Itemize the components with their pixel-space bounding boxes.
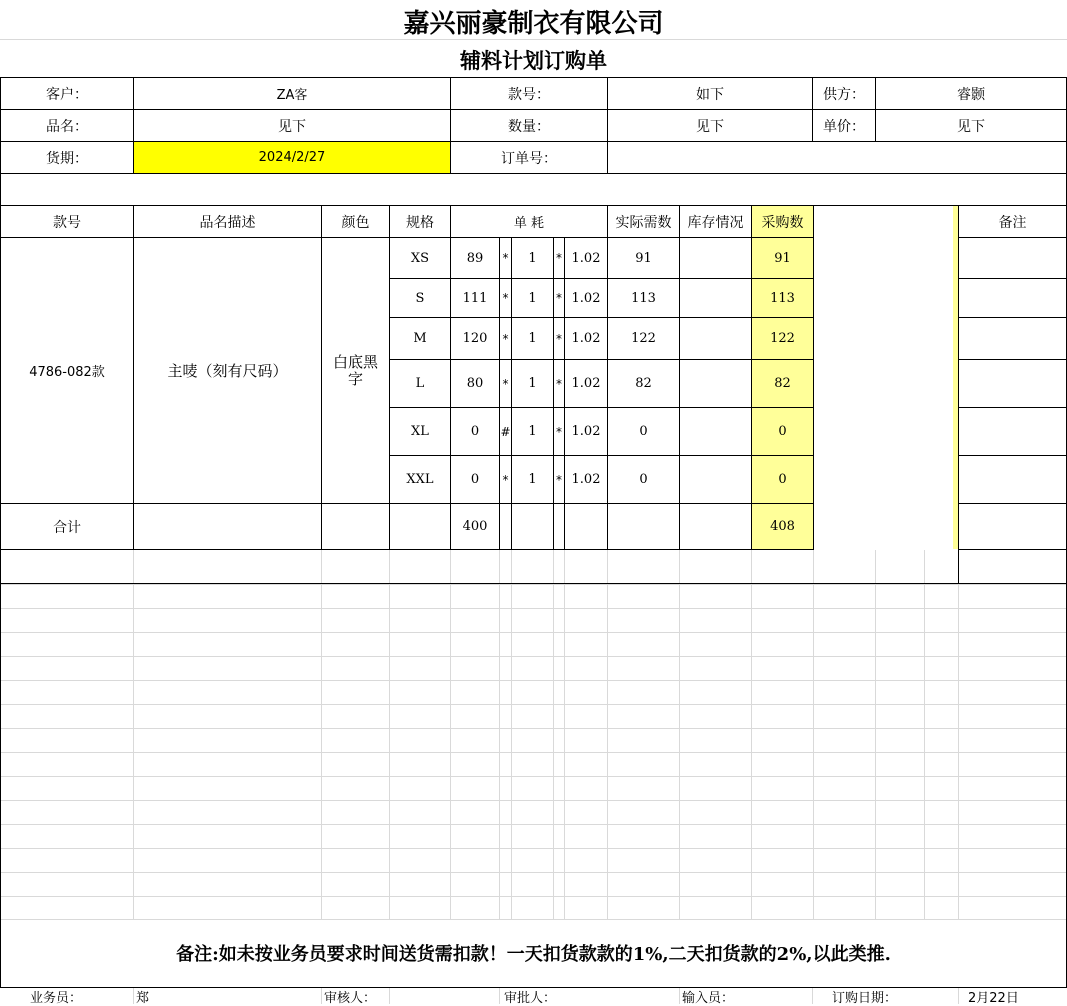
factor-cell[interactable]: 1 — [528, 331, 537, 346]
need-cell[interactable]: 113 — [631, 290, 656, 306]
col-header-remark: 备注 — [998, 214, 1027, 231]
purchase-cell[interactable]: 0 — [778, 424, 787, 439]
size-cell[interactable]: M — [413, 331, 427, 346]
total-purchase[interactable]: 408 — [770, 519, 795, 534]
style-no-label: 款号： — [508, 86, 550, 103]
size-cell[interactable]: XXL — [406, 472, 434, 487]
factor-cell[interactable]: 1 — [528, 290, 537, 306]
purchase-cell[interactable]: 82 — [774, 376, 791, 391]
rate-cell[interactable]: 1.02 — [571, 376, 601, 391]
customer-value[interactable]: ZA客 — [276, 88, 308, 103]
quantity-value[interactable]: 见下 — [696, 118, 724, 135]
rate-cell[interactable]: 1.02 — [571, 424, 601, 439]
operator-cell: * — [502, 291, 509, 305]
rate-cell[interactable]: 1.02 — [571, 331, 601, 346]
need-cell[interactable]: 91 — [635, 250, 652, 266]
operator-cell: * — [502, 251, 509, 265]
customer-label: 客户： — [46, 86, 88, 103]
operator-cell: # — [500, 424, 511, 439]
col-header-description: 品名描述 — [199, 214, 256, 231]
unit-price-label: 单价： — [823, 118, 865, 135]
qty-cell[interactable]: 89 — [466, 250, 484, 266]
need-cell[interactable]: 122 — [631, 331, 656, 346]
qty-cell[interactable]: 0 — [470, 424, 480, 439]
col-header-style-no: 款号 — [53, 214, 81, 231]
supplier-label: 供方： — [823, 86, 865, 103]
qty-cell[interactable]: 120 — [462, 331, 488, 346]
col-header-stock: 库存情况 — [687, 214, 744, 231]
purchase-cell[interactable]: 122 — [770, 331, 795, 346]
company-title: 嘉兴丽豪制衣有限公司 — [403, 8, 664, 39]
size-cell[interactable]: L — [415, 376, 425, 391]
supplier-value[interactable]: 睿颢 — [957, 86, 985, 103]
operator-cell: * — [502, 472, 509, 487]
total-qty[interactable]: 400 — [462, 519, 488, 534]
total-label: 合计 — [53, 519, 81, 536]
delivery-date-value[interactable]: 2024/2/27 — [258, 150, 326, 165]
salesperson-label: 业务员： — [30, 990, 83, 1006]
reviewer-label: 审核人： — [324, 990, 377, 1006]
description-cell[interactable]: 主唛（刻有尺码） — [167, 362, 288, 380]
factor-cell[interactable]: 1 — [528, 424, 537, 439]
size-cell[interactable]: XL — [411, 424, 429, 439]
factor-cell[interactable]: 1 — [528, 472, 537, 487]
quantity-label: 数量： — [508, 118, 550, 135]
entry-clerk-label: 输入员： — [682, 990, 735, 1006]
qty-cell[interactable]: 111 — [462, 290, 488, 306]
need-cell[interactable]: 0 — [639, 424, 648, 439]
col-header-purchase-qty: 采购数 — [761, 214, 804, 231]
purchase-cell[interactable]: 113 — [770, 290, 795, 306]
operator-cell: * — [502, 331, 509, 346]
factor-cell[interactable]: 1 — [528, 250, 537, 266]
salesperson-value[interactable]: 郑 — [136, 990, 150, 1006]
col-header-color: 颜色 — [341, 214, 370, 231]
operator-cell: * — [556, 331, 562, 346]
delivery-label: 货期： — [46, 150, 88, 167]
rate-cell[interactable]: 1.02 — [571, 290, 601, 306]
qty-cell[interactable]: 80 — [466, 376, 484, 391]
purchase-cell[interactable]: 0 — [778, 472, 787, 487]
col-header-actual-need: 实际需数 — [615, 214, 672, 231]
order-no-value[interactable] — [608, 142, 1066, 173]
operator-cell: * — [556, 376, 562, 391]
size-cell[interactable]: XS — [410, 250, 430, 266]
col-header-size: 规格 — [406, 214, 434, 231]
order-no-label: 订单号： — [501, 150, 557, 167]
order-date-label: 订购日期： — [832, 990, 898, 1006]
col-header-unit-consumption: 单 耗 — [513, 216, 545, 231]
operator-cell: * — [556, 472, 562, 487]
form-title: 辅料计划订购单 — [460, 48, 607, 73]
need-cell[interactable]: 82 — [635, 376, 652, 391]
unit-price-value[interactable]: 见下 — [957, 118, 985, 135]
need-cell[interactable]: 0 — [639, 472, 648, 487]
factor-cell[interactable]: 1 — [528, 376, 537, 391]
rate-cell[interactable]: 1.02 — [571, 472, 601, 487]
approver-label: 审批人： — [504, 990, 557, 1006]
late-delivery-note: 备注:如未按业务员要求时间送货需扣款！一天扣货款款的1%,二天扣货款的2%,以此类推. — [176, 944, 891, 965]
color-cell[interactable] — [322, 238, 389, 503]
rate-cell[interactable]: 1.02 — [571, 250, 601, 266]
style-no-value[interactable]: 如下 — [696, 86, 724, 103]
item-name-label: 品名： — [46, 118, 88, 135]
operator-cell: * — [502, 376, 509, 391]
operator-cell: * — [556, 424, 562, 439]
style-no-cell[interactable]: 4786-082款 — [29, 365, 105, 380]
size-cell[interactable]: S — [415, 290, 425, 306]
purchase-cell[interactable]: 91 — [774, 250, 791, 266]
color-cell-text: 白底黑字 — [332, 352, 378, 388]
operator-cell: * — [556, 291, 562, 305]
order-date-value[interactable]: 2月22日 — [968, 990, 1019, 1006]
operator-cell: * — [556, 251, 562, 265]
qty-cell[interactable]: 0 — [470, 472, 480, 487]
item-name-value[interactable]: 见下 — [278, 118, 306, 135]
